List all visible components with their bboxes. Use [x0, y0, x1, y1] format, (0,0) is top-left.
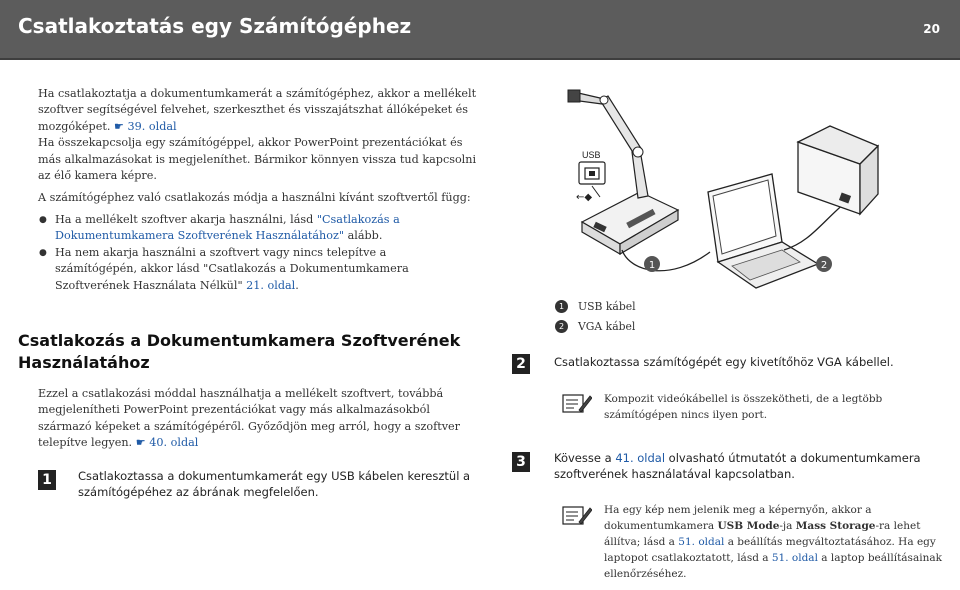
- step-line: számítógépéhez az ábrának megfelelően.: [78, 485, 319, 499]
- section-line: Ezzel a csatlakozási móddal használhatja a mellékelt szoftvert, továbbá: [38, 387, 444, 400]
- page-title: Csatlakoztatás egy Számítógéphez: [18, 14, 412, 38]
- page-ref-link[interactable]: 51. oldal: [771, 552, 818, 564]
- usb-label: USB: [582, 150, 601, 160]
- legend-number: 2: [555, 320, 568, 333]
- callout-2-label: 2: [820, 260, 828, 271]
- page-ref-link[interactable]: 39. oldal: [127, 119, 177, 133]
- note-line: ellenőrzéséhez.: [604, 568, 687, 580]
- note-text-part: a laptop beállításainak: [817, 552, 942, 564]
- intro-line: szoftver segítségével felvehet, szerkeszthet és visszajátszhat állóképeket és: [38, 103, 469, 117]
- note-line: számítógépen nincs ilyen port.: [604, 409, 768, 421]
- legend-label: VGA kábel: [578, 319, 636, 333]
- step-number-3: 3: [512, 452, 530, 472]
- intro-line: más alkalmazásokat is megjeleníthet. Bármikor könnyen vissza tud kapcsolni: [38, 152, 477, 166]
- svg-text:←◆: ←◆: [576, 192, 593, 203]
- note-text-part: dokumentumkamera: [604, 520, 718, 532]
- page-ref-link[interactable]: 40. oldal: [149, 436, 199, 450]
- menu-term: Mass Storage: [795, 520, 876, 532]
- page-ref-link[interactable]: 51. oldal: [678, 536, 725, 548]
- diagram-legend: [555, 296, 636, 336]
- intro-paragraph-3: A számítógéphez való csatlakozás módja a használni kívánt szoftvertől függ:: [38, 191, 471, 204]
- page-header: [0, 0, 960, 60]
- projector: [798, 126, 878, 214]
- note-text-part: laptopot csatlakoztatott, lásd a: [604, 552, 772, 564]
- connection-diagram: [560, 82, 880, 292]
- connection-options-list: [38, 212, 458, 294]
- list-item-text: alább.: [344, 229, 383, 243]
- list-item: [38, 245, 458, 294]
- section-text: telepítve legyen.: [38, 436, 133, 450]
- note-pencil-icon: [562, 392, 592, 414]
- note-line: [604, 550, 944, 566]
- step-1-text: [78, 468, 488, 500]
- step-line: szoftverének használatával kapcsolatban.: [554, 467, 795, 481]
- step-number-1: 1: [38, 470, 56, 490]
- note-text-part: -ja: [779, 520, 796, 532]
- note-line: Ha egy kép nem jelenik meg a képernyőn, akkor a: [604, 504, 872, 516]
- note-2-text: [604, 502, 944, 582]
- list-item-text: Ha nem akarja használni a szoftvert vagy nincs telepítve a számítógépén, akkor lásd "Csatlakozás a Dokumentumkamera Szoftverének Használata Nélkül": [55, 245, 409, 292]
- page-ref-link[interactable]: 41. oldal: [615, 451, 666, 465]
- callout-1-label: 1: [648, 260, 656, 271]
- section-heading: [18, 330, 488, 374]
- section-link[interactable]: "Csatlakozás a Dokumentumkamera Szoftverének Használatához": [55, 213, 400, 243]
- note-text-part: a beállítás megváltoztatásához. Ha egy: [724, 536, 936, 548]
- legend-label: USB kábel: [578, 299, 636, 313]
- step-text-part: olvasható útmutatót a dokumentumkamera: [665, 451, 921, 465]
- note-pencil-icon: [562, 504, 592, 526]
- vga-cable: [784, 202, 846, 250]
- legend-number: 1: [555, 300, 568, 313]
- page-number: 20: [923, 22, 940, 36]
- step-line: Csatlakoztassa a dokumentumkamerát egy USB kábelen keresztül a: [78, 469, 471, 483]
- section-heading-line: Használatához: [18, 353, 150, 372]
- list-item-text: .: [295, 278, 299, 292]
- note-text-part: állítva; lásd a: [604, 536, 679, 548]
- intro-line: Ha összekapcsolja egy számítógéppel, akkor PowerPoint prezentációkat és: [38, 136, 463, 150]
- list-item-text: Ha a mellékelt szoftver akarja használni, lásd: [55, 213, 317, 226]
- intro-paragraph-1: [38, 86, 483, 184]
- section-paragraph: [38, 386, 483, 452]
- note-line: [604, 518, 944, 534]
- step-text-part: Kövesse a: [554, 451, 616, 465]
- note-line: [604, 534, 944, 550]
- legend-item: [555, 316, 636, 336]
- usb-cable: [622, 250, 710, 271]
- step-2-text: Csatlakoztassa számítógépét egy kivetítőhöz VGA kábellel.: [554, 355, 894, 369]
- usb-port-callout: [576, 150, 605, 203]
- intro-line: Ha csatlakoztatja a dokumentumkamerát a számítógéphez, akkor a mellékelt: [38, 87, 477, 100]
- intro-line: [38, 119, 483, 135]
- note-1-text: [604, 391, 944, 423]
- intro-text: mozgóképet.: [38, 119, 111, 133]
- list-item: [38, 212, 458, 245]
- pointing-hand-icon: ☛: [135, 436, 146, 450]
- page-ref-link[interactable]: 21. oldal: [246, 278, 296, 292]
- note-line: Kompozit videókábellel is összekötheti, de a legtöbb: [604, 393, 883, 405]
- step-number-2: 2: [512, 354, 530, 374]
- step-3-text: [554, 450, 954, 482]
- section-line: [38, 435, 483, 451]
- section-line: származó képeket a számítógépéről. Győződjön meg arról, hogy a szoftver: [38, 419, 461, 433]
- menu-term: USB Mode: [717, 520, 780, 532]
- legend-item: [555, 296, 636, 316]
- pointing-hand-icon: ☛: [113, 119, 124, 133]
- step-line: [554, 450, 954, 466]
- section-heading-line: Csatlakozás a Dokumentumkamera Szoftverének: [18, 331, 461, 350]
- section-line: megjelenítheti PowerPoint prezentációkat vagy más alkalmazásokból: [38, 403, 430, 417]
- note-text-part: -ra lehet: [875, 520, 921, 532]
- intro-line: az élő kamera képre.: [38, 169, 157, 183]
